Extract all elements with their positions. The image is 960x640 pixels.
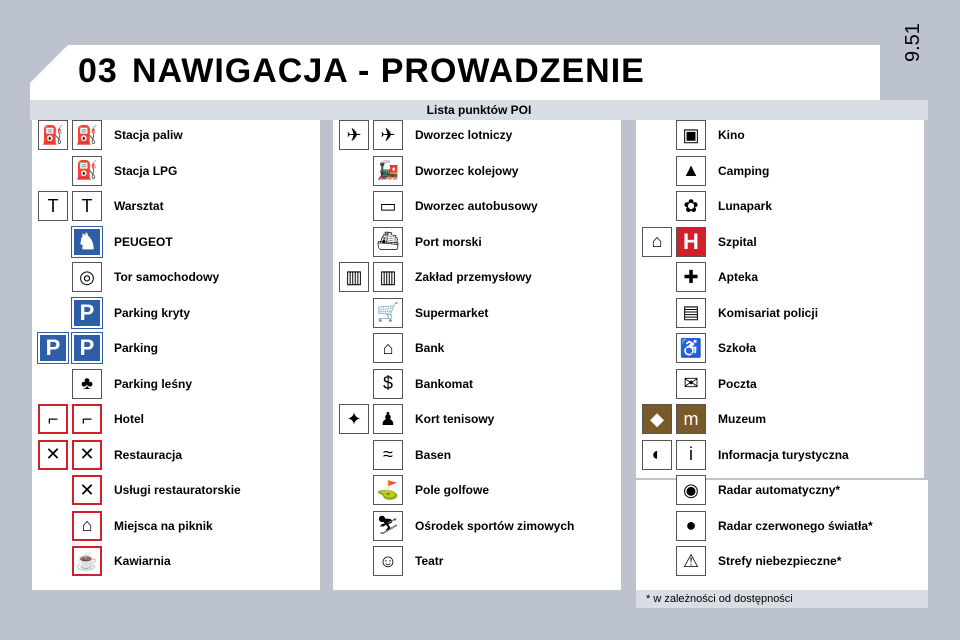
page-number: 9.51 [902, 23, 924, 62]
poi-label: Tor samochodowy [114, 270, 220, 284]
peugeot-lion-icon: ♞ [72, 227, 102, 257]
poi-label: Parking [114, 341, 159, 355]
poi-label: Dworzec lotniczy [415, 128, 513, 142]
covered-parking-icon: P [72, 298, 102, 328]
poi-label: Szkoła [718, 341, 757, 355]
poi-label: Basen [415, 447, 452, 462]
sport-icon: ✦ [339, 404, 369, 434]
poi-label: Szpital [718, 234, 757, 249]
bed-icon: ⌐ [72, 404, 102, 434]
fork-knife-icon: ✕ [72, 440, 102, 470]
footnote-text: * w zależności od dostępności [646, 593, 793, 605]
forest-parking-icon: ♣ [72, 369, 102, 399]
poi-label: Informacja turystyczna [718, 447, 849, 462]
poi-label: Bankomat [415, 376, 474, 391]
picnic-icon: ⌂ [72, 511, 102, 541]
poi-label: Strefy niebezpieczne* [718, 554, 842, 568]
wrench-icon: T [38, 191, 68, 221]
poi-label: Komisariat policji [718, 305, 819, 320]
poi-label: Muzeum [718, 412, 766, 426]
museum-icon: ◆ [642, 404, 672, 434]
poi-label: Kino [718, 128, 745, 142]
poi-label: Zakład przemysłowy [415, 270, 532, 284]
parking-icon: P [38, 333, 68, 363]
bed-icon: ⌐ [38, 404, 68, 434]
atm-icon: $ [373, 369, 403, 399]
poi-label: Dworzec autobusowy [415, 199, 538, 213]
fuel-pump-icon: ⛽ [72, 120, 102, 150]
subtitle-bar [30, 100, 928, 120]
bus-icon: ▭ [373, 191, 403, 221]
theatre-icon: ☺ [373, 546, 403, 576]
red-light-camera-icon: ● [676, 511, 706, 541]
pharmacy-cross-icon: ✚ [676, 262, 706, 292]
poi-label: Apteka [718, 270, 759, 284]
airplane-icon: ✈ [373, 120, 403, 150]
coffee-cup-icon: ☕ [72, 546, 102, 576]
hospital-h-icon: H [676, 227, 706, 257]
fork-knife-icon: ✕ [38, 440, 68, 470]
airport-icon: ✈ [339, 120, 369, 150]
race-track-icon: ◎ [72, 262, 102, 292]
golf-icon: ⛳ [373, 475, 403, 505]
footnote [636, 590, 928, 608]
danger-zone-icon: ⚠ [676, 546, 706, 576]
museum-m-icon: m [676, 404, 706, 434]
amusement-park-icon: ✿ [676, 191, 706, 221]
factory-icon: ▥ [339, 262, 369, 292]
train-icon: 🚂 [373, 156, 403, 186]
poi-label: PEUGEOT [114, 234, 173, 249]
wrench-icon: T [72, 191, 102, 221]
lpg-pump-icon: ⛽ [72, 156, 102, 186]
poi-label: Kort tenisowy [415, 412, 495, 426]
cinema-icon: ▣ [676, 120, 706, 150]
skiing-icon: ⛷ [373, 511, 403, 541]
poi-label: Supermarket [415, 305, 489, 320]
bank-icon: ⌂ [373, 333, 403, 363]
poi-label: Hotel [114, 412, 144, 426]
poi-label: Poczta [718, 376, 757, 391]
subtitle: Lista punktów POI [426, 103, 532, 117]
poi-label: Parking kryty [114, 305, 191, 320]
tennis-icon: ♟ [373, 404, 403, 434]
shopping-cart-icon: 🛒 [373, 298, 403, 328]
school-icon: ♿ [676, 333, 706, 363]
poi-label: Radar automatyczny* [718, 483, 841, 497]
parking-icon: P [72, 333, 102, 363]
ferry-icon: ⛴ [373, 227, 403, 257]
poi-label: Lunapark [718, 199, 773, 213]
speed-camera-icon: ◉ [676, 475, 706, 505]
poi-label: Ośrodek sportów zimowych [415, 518, 575, 533]
poi-label: Parking leśny [114, 376, 193, 391]
catering-icon: ✕ [72, 475, 102, 505]
poi-label: Pole golfowe [415, 483, 490, 497]
hospital-building-icon: ⌂ [642, 227, 672, 257]
poi-label: Stacja LPG [114, 163, 178, 178]
poi-label: Warsztat [114, 199, 164, 213]
poi-label: Usługi restauratorskie [114, 483, 241, 497]
poi-label: Kawiarnia [114, 554, 171, 568]
poi-label: Stacja paliw [114, 128, 183, 142]
poi-label: Bank [415, 341, 445, 355]
fuel-pump-icon: ⛽ [38, 120, 68, 150]
info-i-icon: i [676, 440, 706, 470]
poi-label: Camping [718, 163, 770, 178]
factory-icon: ▥ [373, 262, 403, 292]
poi-label: Port morski [415, 234, 482, 249]
poi-label: Dworzec kolejowy [415, 163, 519, 178]
page-title: NAWIGACJA - PROWADZENIE [132, 52, 645, 90]
tourist-info-icon: ◐ [642, 440, 672, 470]
poi-label: Miejsca na piknik [114, 518, 213, 533]
poi-label: Restauracja [114, 447, 183, 462]
camping-icon: ▲ [676, 156, 706, 186]
swimming-icon: ≈ [373, 440, 403, 470]
poi-label: Teatr [415, 554, 444, 568]
poi-label: Radar czerwonego światła* [718, 518, 873, 533]
envelope-icon: ✉ [676, 369, 706, 399]
police-icon: ▤ [676, 298, 706, 328]
chapter-number: 03 [78, 52, 118, 90]
